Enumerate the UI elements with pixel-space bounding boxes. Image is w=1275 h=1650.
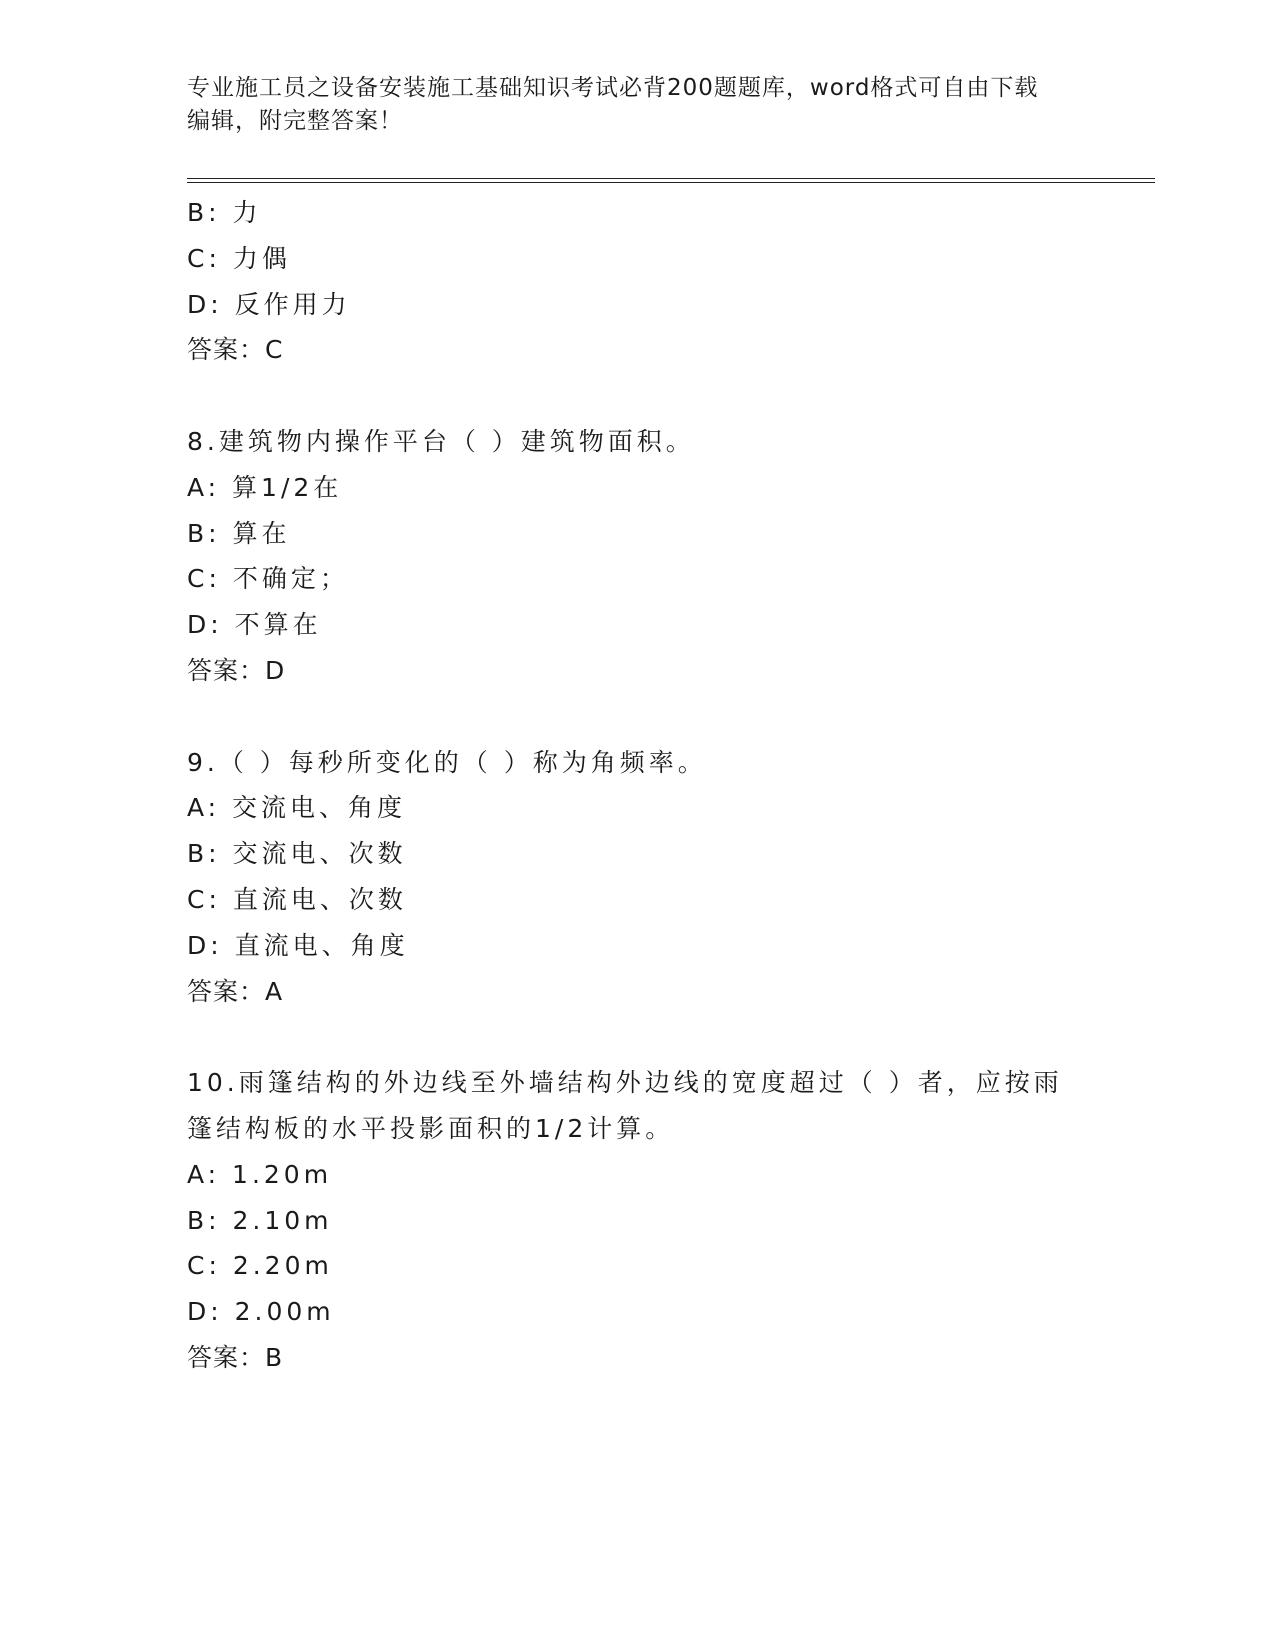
header-title-line-1: 专业施工员之设备安装施工基础知识考试必背200题题库，word格式可自由下载 — [187, 75, 1039, 101]
answer-line: 答案：A — [187, 976, 284, 1006]
question-block-9 — [187, 740, 1147, 1015]
spacer — [187, 1014, 1147, 1060]
option-c: C: 2.20m — [187, 1251, 333, 1281]
option-d: D: 反作用力 — [187, 289, 351, 319]
option-a: A: 算1/2在 — [187, 472, 343, 502]
option-b: B: 算在 — [187, 518, 291, 548]
header-title-line-2: 编辑，附完整答案！ — [187, 108, 403, 134]
document-header — [187, 72, 1087, 138]
question-block-8 — [187, 419, 1147, 694]
option-c: C: 不确定； — [187, 564, 349, 594]
option-d: D: 不算在 — [187, 610, 322, 640]
question-stem: 9.（ ）每秒所变化的（ ）称为角频率。 — [187, 747, 707, 777]
option-b: B: 力 — [187, 198, 262, 227]
spacer — [187, 373, 1147, 419]
question-stem-line-1: 10.雨篷结构的外边线至外墙结构外边线的宽度超过（ ）者，应按雨 — [187, 1068, 1063, 1098]
option-a: A: 交流电、角度 — [187, 793, 407, 823]
answer-line: 答案：D — [187, 655, 286, 685]
option-a: A: 1.20m — [187, 1159, 333, 1189]
option-c: C: 力偶 — [187, 243, 291, 273]
answer-line: 答案：B — [187, 1342, 284, 1372]
question-block-7 — [187, 190, 1147, 373]
option-d: D: 直流电、角度 — [187, 930, 409, 960]
header-divider-bottom — [187, 182, 1155, 183]
option-c: C: 直流电、次数 — [187, 884, 407, 914]
header-divider-top — [187, 178, 1155, 179]
option-d: D: 2.00m — [187, 1297, 335, 1327]
answer-line: 答案：C — [187, 335, 284, 365]
option-b: B: 交流电、次数 — [187, 839, 407, 869]
question-block-10 — [187, 1060, 1147, 1381]
question-stem: 8.建筑物内操作平台（ ）建筑物面积。 — [187, 426, 695, 456]
question-list — [187, 190, 1147, 1381]
option-b: B: 2.10m — [187, 1205, 333, 1235]
question-stem-line-2: 篷结构板的水平投影面积的1/2计算。 — [187, 1113, 675, 1143]
spacer — [187, 694, 1147, 740]
